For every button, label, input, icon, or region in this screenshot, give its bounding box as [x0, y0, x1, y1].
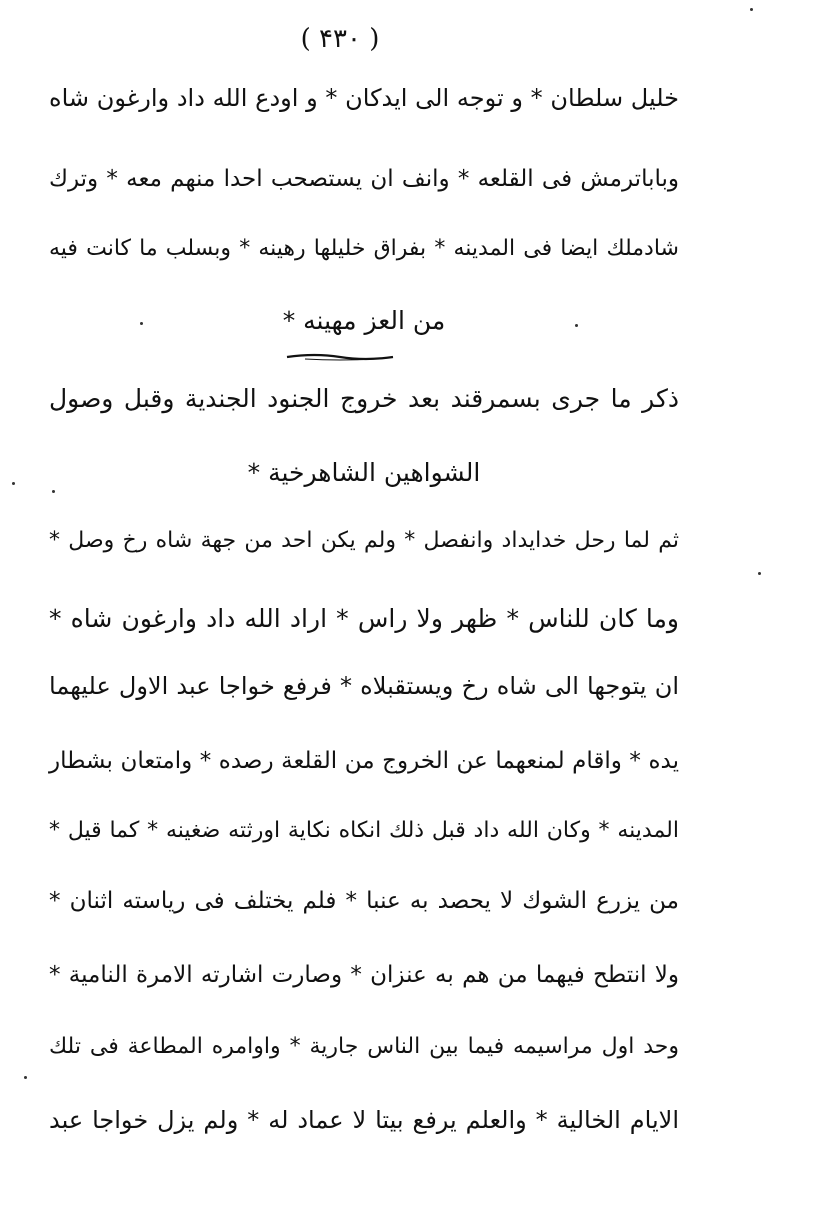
text-line — [49, 166, 679, 202]
scan-speck — [140, 322, 143, 325]
section-divider — [285, 352, 395, 362]
text-line — [49, 748, 679, 784]
scan-speck — [52, 490, 55, 493]
scan-speck — [12, 482, 15, 485]
scan-speck — [750, 8, 753, 11]
text-line — [49, 528, 679, 564]
paragraph-last-line: من العز مهينه * — [282, 306, 446, 335]
text-line-content: يده * واقام لمنعهما عن الخروج من القلعة رصده * وامتعان بشطار — [49, 748, 679, 774]
text-line — [49, 604, 679, 640]
text-line — [49, 236, 679, 272]
text-line — [49, 84, 679, 120]
text-line — [49, 1106, 679, 1142]
text-line-content: الايام الخالية * والعلم يرفع بيتا لا عماد له * ولم يزل خواجا عبد — [49, 1106, 679, 1134]
text-line-content: خليل سلطان * و توجه الى ايدكان * و اودع الله داد وارغون شاه — [49, 84, 679, 112]
text-line-content: شادملك ايضا فى المدينه * بفراق خليلها رهينه * وبسلب ما كانت فيه — [49, 236, 679, 261]
text-line-content: وباباترمش فى القلعه * وانف ان يستصحب احدا منهم معه * وترك — [49, 166, 679, 192]
scan-speck — [24, 1076, 27, 1079]
text-line-content: ثم لما رحل خدايداد وانفصل * ولم يكن احد من جهة شاه رخ وصل * — [49, 528, 679, 553]
text-line-content: ان يتوجها الى شاه رخ ويستقبلاه * فرفع خواجا عبد الاول عليهما — [49, 672, 679, 700]
text-line-content: من يزرع الشوك لا يحصد به عنبا * فلم يختلف فى رياسته اثنان * — [49, 888, 679, 914]
text-line-content: المدينه * وكان الله داد قبل ذلك انكاه نكاية اورثته ضغينه * كما قيل * — [49, 818, 679, 843]
scan-speck — [758, 572, 761, 575]
text-line — [49, 1034, 679, 1070]
text-line — [49, 818, 679, 854]
heading-line-content: ذكر ما جرى بسمرقند بعد خروج الجنود الجندية وقبل وصول — [49, 384, 679, 413]
text-line-content: وما كان للناس * ظهر ولا راس * اراد الله داد وارغون شاه * — [49, 604, 679, 633]
heading-line — [49, 384, 679, 420]
page-number: ( ۴۳۰ ) — [300, 24, 380, 54]
text-line — [49, 672, 679, 708]
scan-speck — [575, 324, 578, 327]
text-line — [49, 888, 679, 924]
text-line-content: ولا انتطح فيهما من هم به عنزان * وصارت اشارته الامرة النامية * — [49, 962, 679, 988]
heading-line-centered: الشواهين الشاهرخية * — [247, 458, 481, 487]
text-line-content: وحد اول مراسيمه فيما بين الناس جارية * واوامره المطاعة فى تلك — [49, 1034, 679, 1059]
text-line — [49, 962, 679, 998]
